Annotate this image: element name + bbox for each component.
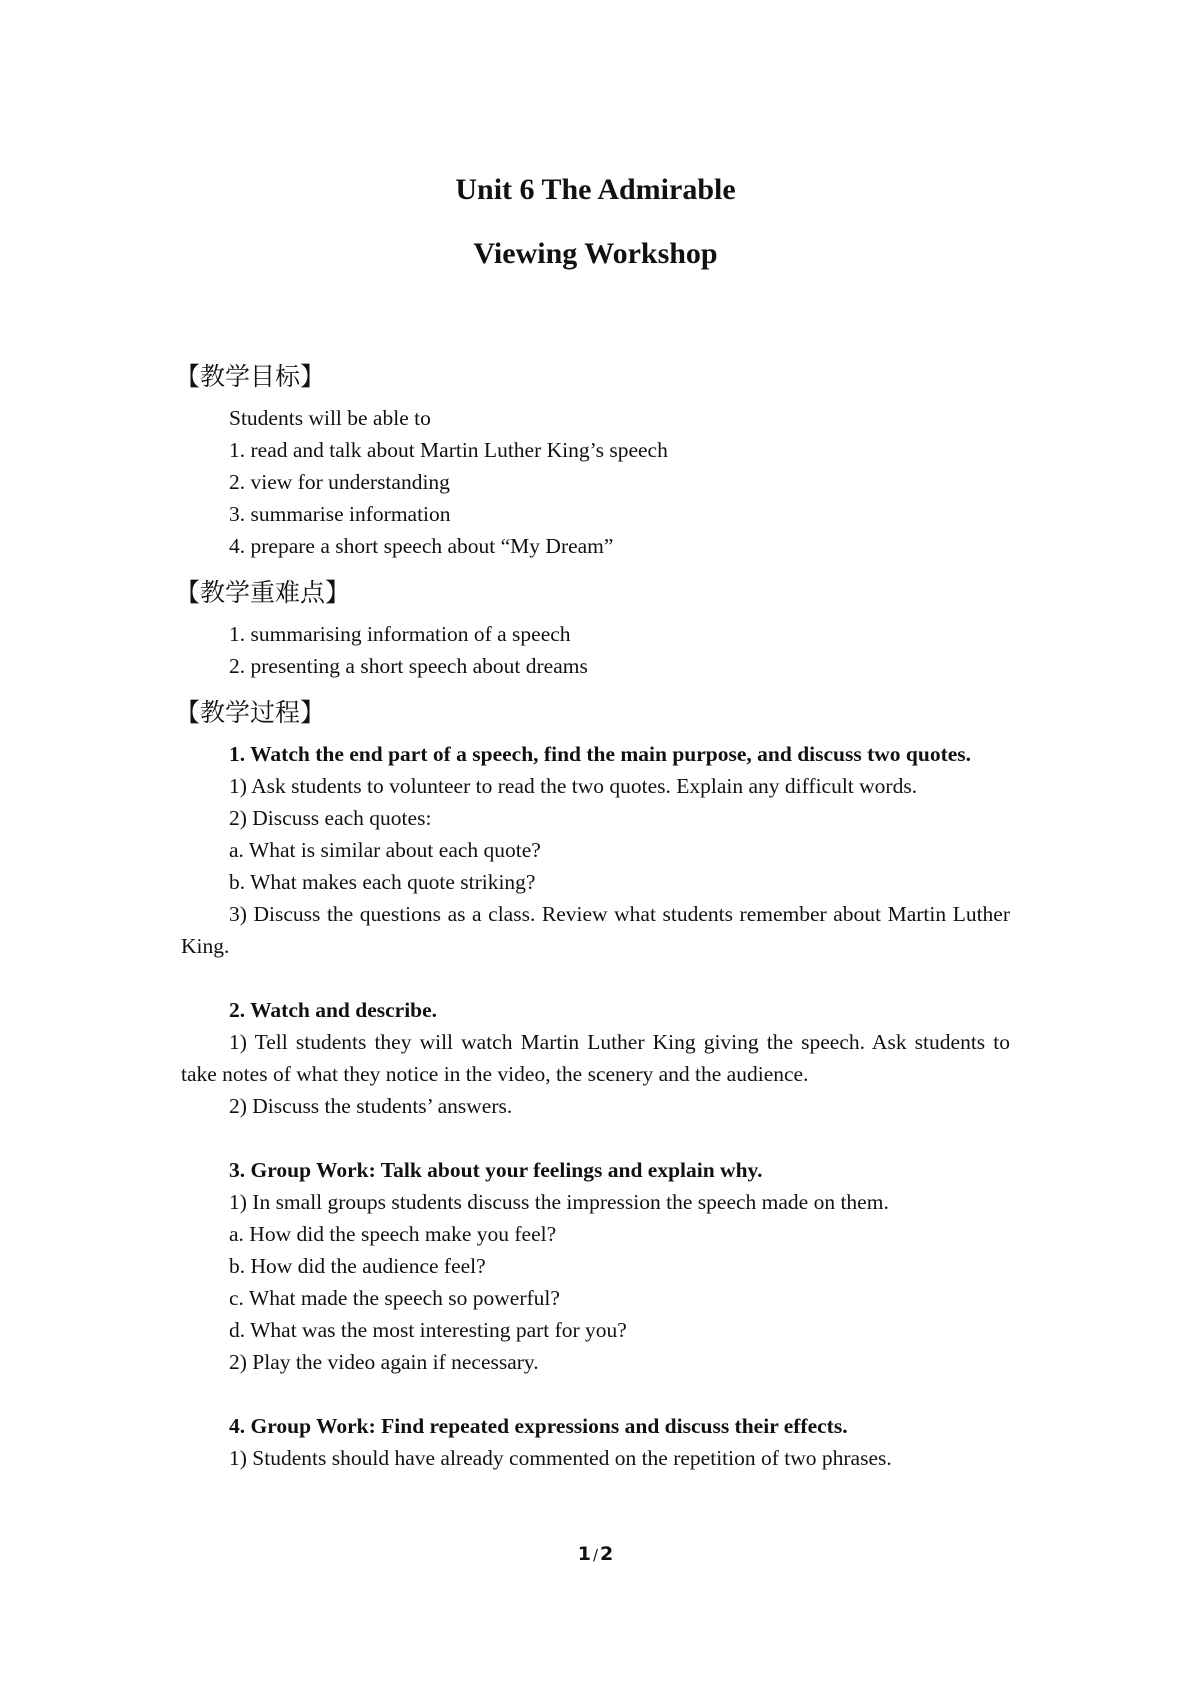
step-4-title: 4. Group Work: Find repeated expressions and discuss their effects. [229,1414,848,1438]
step-3-title: 3. Group Work: Talk about your feelings and explain why. [229,1158,763,1182]
objectives-heading: 【教学目标】 [175,362,326,391]
step-4-line: 1) Students should have already commented on the repetition of two phrases. [229,1446,892,1470]
step-2-line: 1) Tell students they will watch Martin Luther King giving the speech. Ask students to take notes of what they notice in the video, the scenery and the audience. [181,1030,1010,1086]
objective-line: 2. view for understanding [229,470,450,494]
step-1-title: 1. Watch the end part of a speech, find the main purpose, and discuss two quotes. [229,742,972,766]
paragraph-gap [181,1378,1010,1410]
step-3-line: d. What was the most interesting part for you? [229,1318,627,1342]
step-1-line: 3) Discuss the questions as a class. Review what students remember about Martin Luther King. [181,902,1010,958]
step-2-title: 2. Watch and describe. [229,998,438,1022]
page-current: 1 [577,1543,591,1565]
document-body [175,360,1010,1474]
objective-line: 3. summarise information [229,502,451,526]
page-separator: / [592,1546,599,1564]
key-point-line: 1. summarising information of a speech [229,622,571,646]
step-3-line: c. What made the speech so powerful? [229,1286,560,1310]
objective-line: 4. prepare a short speech about “My Dream” [229,534,614,558]
process-heading: 【教学过程】 [175,698,326,727]
objective-line: Students will be able to [229,406,431,430]
step-1-line: 2) Discuss each quotes: [229,806,432,830]
step-1-line: 1) Ask students to volunteer to read the two quotes. Explain any difficult words. [229,774,918,798]
unit-title: Unit 6 The Admirable [455,173,736,206]
paragraph-gap [181,962,1010,994]
step-1-line: a. What is similar about each quote? [229,838,541,862]
page-number [0,1542,1191,1567]
step-3-line: a. How did the speech make you feel? [229,1222,557,1246]
step-3-line: b. How did the audience feel? [229,1254,486,1278]
key-points-heading: 【教学重难点】 [175,578,351,607]
workshop-title: Viewing Workshop [473,237,718,270]
objective-line: 1. read and talk about Martin Luther King’s speech [229,438,668,462]
paragraph-gap [181,1122,1010,1154]
step-2-line: 2) Discuss the students’ answers. [229,1094,513,1118]
page-total: 2 [600,1543,614,1565]
step-3-line: 1) In small groups students discuss the impression the speech made on them. [229,1190,889,1214]
step-3-line: 2) Play the video again if necessary. [229,1350,539,1374]
key-point-line: 2. presenting a short speech about dreams [229,654,588,678]
step-1-line: b. What makes each quote striking? [229,870,536,894]
